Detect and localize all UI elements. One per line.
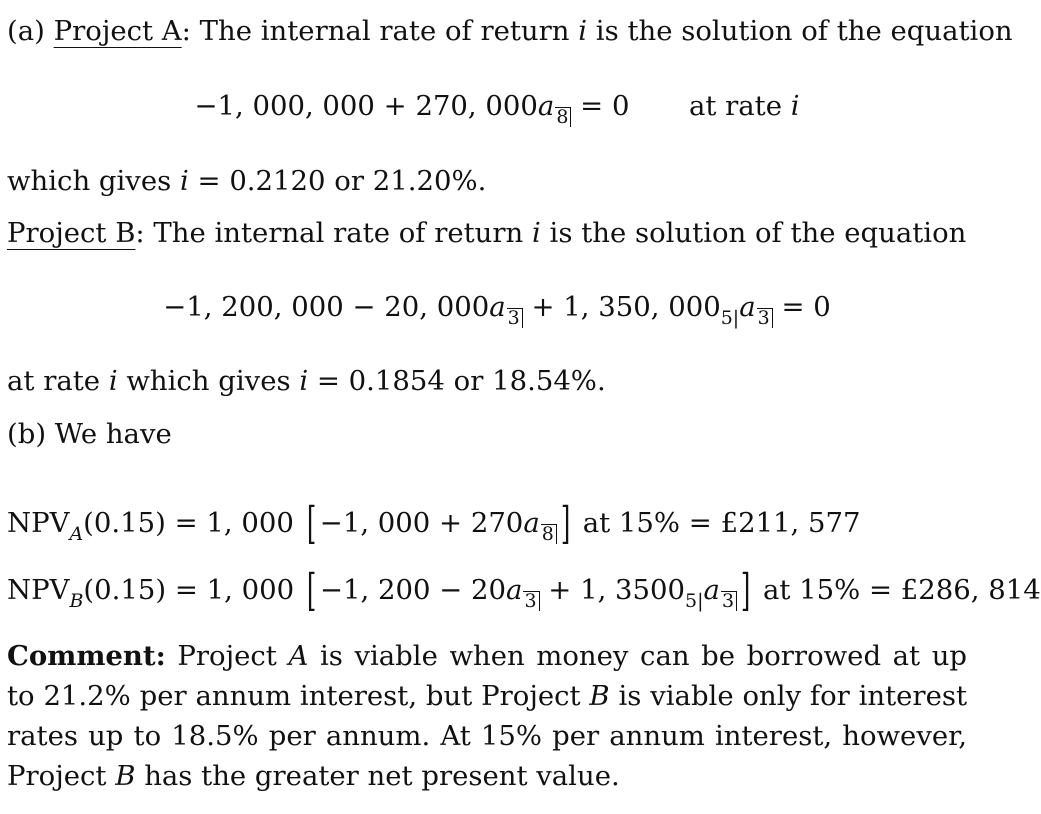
result-a: which gives i = 0.2120 or 21.20%. <box>7 165 487 197</box>
equation-b: −1, 200, 000 − 20, 000a 3 + 1, 350, $000_{5|}a$ 3 = 0 <box>163 291 831 329</box>
part-a-intro: (a) Project A: The internal rate of return i is the solution of the equation <box>7 15 1013 47</box>
project-a-heading: Project A <box>53 15 182 47</box>
comment-label: Comment: <box>7 640 166 672</box>
comment-paragraph: Comment: Project A is viable when money can be borrowed at up to 21.2% per annum interest, but Project B is viable only for interest rates up to 18.5% per annum. At 15% per annum interest, however, Project B has the greater net present value. <box>7 640 968 792</box>
part-b-label: (b) We have <box>7 418 172 450</box>
project-b-heading: Project B <box>7 217 136 249</box>
part-a-label: (a) <box>7 15 45 47</box>
npv-a-equation: $NPV_A(0.15) = 1$, 000 [ −1, 000 + 270a 8 ] at 15% = £211, 577 <box>7 498 861 549</box>
result-b: at rate i which gives i = 0.1854 or 18.54%. <box>7 365 606 397</box>
equation-a: −1, 000, 000 + 270, 000a 8 = 0 at rate i <box>194 90 800 128</box>
project-b-intro: Project B: The internal rate of return i is the solution of the equation <box>7 217 967 249</box>
npv-b-equation: $NPV_B(0.15) = 1$, 000 [ −1, 200 − 20a 3 + 1, $3500_{5|}a$ 3 ] at 15% = £286, 814 <box>7 565 1041 616</box>
